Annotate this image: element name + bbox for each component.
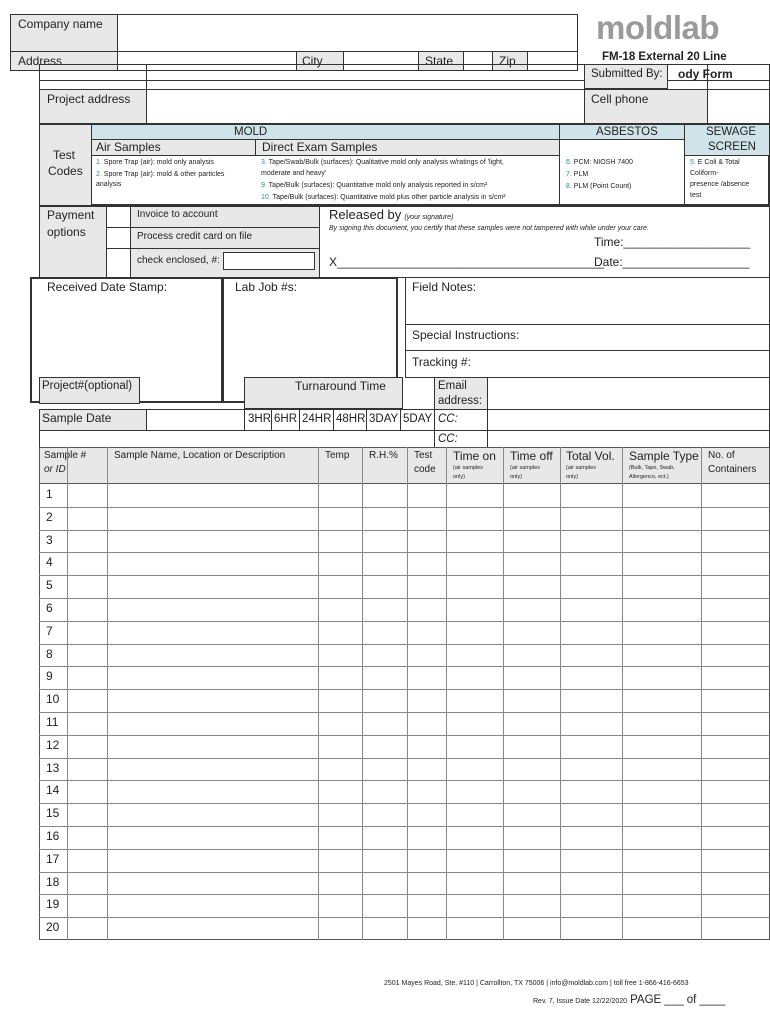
mold-header-label: MOLD <box>234 126 268 138</box>
th-name: Sample Name, Location or Description <box>114 450 286 461</box>
footer-rev <box>533 994 725 1007</box>
table-row[interactable] <box>39 644 770 667</box>
cell-phone-label: Cell phone <box>591 92 649 106</box>
table-row-divider <box>39 507 770 508</box>
moldlab-logo <box>594 6 744 46</box>
tat-6hr-label: 6HR <box>274 413 298 425</box>
table-row[interactable] <box>39 598 770 621</box>
form-title-line1: FM-18 External 20 Line <box>602 51 727 63</box>
tat-3hr-label: 3HR <box>248 413 272 425</box>
zip-label: Zip <box>499 54 516 68</box>
th-rh: R.H.% <box>369 450 398 461</box>
asb-code-8: 8. PLM (Point Count) <box>566 183 632 190</box>
direct-code-10: 10. Tape/Bulk (surfaces): Quantitative mold plus other particle analysis in s/cm² <box>261 194 506 201</box>
test-codes-label-1: Test <box>53 148 76 162</box>
table-row[interactable] <box>39 507 770 530</box>
th-sample-type: Sample Type <box>629 449 699 463</box>
th-time-on: Time on <box>453 449 496 463</box>
check-label: check enclosed, #: <box>137 255 220 266</box>
invoice-label: Invoice to account <box>137 209 218 220</box>
table-row[interactable] <box>39 872 770 895</box>
th-time-off: Time off <box>510 449 553 463</box>
row-number: 6 <box>46 601 53 615</box>
tracking-label: Tracking #: <box>412 355 471 369</box>
table-row[interactable] <box>39 894 770 917</box>
row-number: 8 <box>46 646 53 661</box>
cc2-field[interactable] <box>434 430 770 448</box>
row-number: 13 <box>46 760 60 775</box>
table-row[interactable] <box>39 484 770 507</box>
table-row-divider <box>39 644 770 645</box>
table-row-divider <box>39 872 770 873</box>
th-sample-2: or ID <box>44 464 66 475</box>
row-number: 17 <box>46 851 60 866</box>
row-number: 12 <box>46 737 60 752</box>
asbestos-header-label: ASBESTOS <box>596 126 658 138</box>
cc1-field[interactable] <box>434 409 770 431</box>
table-row[interactable] <box>39 666 770 689</box>
state-label: State <box>425 54 454 68</box>
email-label-1: Email <box>438 380 467 392</box>
air-code-1: 1. Spore Trap (air): mold only analysis <box>96 159 214 166</box>
row-number: 18 <box>46 874 60 889</box>
row-number: 4 <box>46 555 53 570</box>
lab-job-label: Lab Job #s: <box>235 280 298 294</box>
table-row-divider <box>39 689 770 690</box>
tat-5day-label: 5DAY <box>403 413 433 425</box>
table-row[interactable] <box>39 575 770 598</box>
email-field[interactable] <box>487 377 770 410</box>
footer-rev-text: Rev. 7, Issue Date 12/22/2020 <box>533 998 628 1005</box>
project-address-field[interactable] <box>146 89 585 124</box>
table-row[interactable] <box>39 780 770 803</box>
table-row-divider <box>39 598 770 599</box>
th-test-1: Test <box>414 450 433 461</box>
released-by-label: Released by (your signature) <box>329 207 454 222</box>
th-total-note-1: (air samples <box>566 465 596 471</box>
row-number: 9 <box>46 669 53 684</box>
table-row-divider <box>39 780 770 781</box>
air-samples-label: Air Samples <box>96 140 161 154</box>
cc1-label: CC: <box>438 413 458 425</box>
table-row[interactable] <box>39 621 770 644</box>
payment-label-1: Payment <box>47 208 95 222</box>
sample-date-label: Sample Date <box>42 411 112 425</box>
table-row-divider <box>39 826 770 827</box>
tat-48hr-label: 48HR <box>336 413 366 425</box>
signature-line[interactable]: X________________________________________ <box>329 255 604 269</box>
row-number: 15 <box>46 806 60 821</box>
address-label: Address <box>18 54 63 68</box>
email-label-2: address: <box>438 395 483 407</box>
table-row[interactable] <box>39 530 770 553</box>
th-temp: Temp <box>325 450 350 461</box>
invoice-checkbox[interactable] <box>106 206 131 228</box>
row-number: 19 <box>46 897 60 912</box>
direct-code-3-cont: moderate and heavy' <box>261 170 327 177</box>
row-number: 14 <box>46 783 60 798</box>
table-row-divider <box>39 530 770 531</box>
project-address-label: Project address <box>47 92 131 106</box>
th-containers-1: No. of <box>708 450 735 461</box>
footer-page: PAGE ___ of ____ <box>630 994 726 1006</box>
direct-code-9: 9. Tape/Bulk (surfaces): Quantitative mold only analysis reported in s/cm² <box>261 182 488 189</box>
cc2-label: CC: <box>438 433 458 445</box>
info-spacer-row <box>39 430 435 448</box>
tat-24hr-label: 24HR <box>302 413 332 425</box>
row-number: 16 <box>46 829 60 843</box>
table-row[interactable] <box>39 735 770 758</box>
table-row-divider <box>39 803 770 804</box>
row-number: 11 <box>46 715 59 729</box>
sample-date-field[interactable] <box>146 409 245 431</box>
table-row-divider <box>39 575 770 576</box>
tat-3day-label: 3DAY <box>369 413 399 425</box>
direct-exam-label: Direct Exam Samples <box>262 140 378 154</box>
table-row[interactable] <box>39 758 770 781</box>
check-checkbox[interactable] <box>106 248 131 278</box>
row-number: 1 <box>46 487 53 501</box>
company-name-field[interactable] <box>117 14 578 52</box>
sew-code-5: 5. E Coli & Total <box>690 159 740 166</box>
table-row-divider <box>39 735 770 736</box>
submitted-by-label: Submitted By: <box>591 68 663 80</box>
release-time-field[interactable]: Time:___________________ <box>594 235 751 249</box>
asb-code-6: 6. PCM: NIOSH 7400 <box>566 159 633 166</box>
project-optional-label: Project#(optional) <box>42 380 133 392</box>
table-row[interactable] <box>39 712 770 735</box>
received-stamp-label: Received Date Stamp: <box>47 280 168 294</box>
th-time-on-note-1: (air samples <box>453 465 483 471</box>
row-number: 7 <box>46 623 53 638</box>
sewage-header-label-1: SEWAGE <box>706 126 757 138</box>
table-row-divider <box>39 894 770 895</box>
table-row[interactable] <box>39 689 770 712</box>
sew-code-5-cont2: presence /absence <box>690 181 750 188</box>
row-number: 2 <box>46 509 53 524</box>
table-row[interactable] <box>39 917 770 940</box>
th-time-off-note-2: only) <box>510 474 522 480</box>
th-time-on-note-2: only) <box>453 474 465 480</box>
sew-code-5-cont1: Coliform- <box>690 170 719 177</box>
th-test-2: code <box>414 464 436 475</box>
sew-code-5-cont3: test <box>690 192 702 199</box>
special-instructions-label: Special Instructions: <box>412 328 520 342</box>
check-number-input[interactable] <box>223 252 315 270</box>
table-row-divider <box>39 917 770 918</box>
table-row-divider <box>39 712 770 713</box>
th-total-vol: Total Vol. <box>566 449 615 463</box>
direct-code-3: 3. Tape/Swab/Bulk (surfaces): Qualitative mold only analysis w/ratings of 'light, <box>261 159 504 166</box>
logo-graphic <box>594 6 744 46</box>
air-code-2-cont: analysis <box>96 181 122 188</box>
payment-label-2: options <box>47 225 86 239</box>
cell-phone-field[interactable] <box>707 89 770 124</box>
table-row-divider <box>39 621 770 622</box>
release-date-field[interactable]: Date:___________________ <box>594 255 750 269</box>
company-name-label: Company name <box>18 17 103 31</box>
row-number: 5 <box>46 578 53 593</box>
row-number: 3 <box>46 532 53 547</box>
th-sample-1: Sample # <box>44 450 87 461</box>
row-number: 20 <box>46 920 60 935</box>
credit-label: Process credit card on file <box>137 231 253 242</box>
field-notes-label: Field Notes: <box>412 280 477 294</box>
table-row[interactable] <box>39 826 770 849</box>
credit-checkbox[interactable] <box>106 227 131 249</box>
form-title-line2: ody Form <box>678 67 733 81</box>
mold-header <box>91 124 560 140</box>
table-row-divider <box>39 552 770 553</box>
air-code-2: 2. Spore Trap (air): mold & other particles <box>96 171 225 178</box>
asb-code-7: 7. PLM <box>566 171 589 178</box>
table-row[interactable] <box>39 803 770 826</box>
turnaround-label: Turnaround Time <box>295 379 386 393</box>
th-time-off-note-1: (air samples <box>510 465 540 471</box>
table-row-divider <box>39 758 770 759</box>
table-row[interactable] <box>39 849 770 872</box>
table-row-divider <box>39 849 770 850</box>
row-number: 10 <box>46 692 60 707</box>
footer-address: 2501 Mayes Road, Ste. #110 | Carrollton, TX 75006 | info@moldlab.com | toll free 1-866-416-6653 <box>384 980 689 987</box>
logo-text: moldlab <box>596 9 720 46</box>
table-row[interactable] <box>39 552 770 575</box>
sewage-header-label-2: SCREEN <box>708 141 756 153</box>
test-codes-label-2: Codes <box>48 164 83 178</box>
th-containers-2: Containers <box>708 464 757 475</box>
certify-text: By signing this document, you certify that these samples were not tampered with while under your care. <box>329 225 649 232</box>
th-total-note-2: only) <box>566 474 578 480</box>
th-type-note-2: Allergenco, ect.) <box>629 474 669 480</box>
table-row-divider <box>39 666 770 667</box>
city-label: City <box>302 54 323 68</box>
th-type-note-1: (Bulk, Tape, Swab, <box>629 465 675 471</box>
